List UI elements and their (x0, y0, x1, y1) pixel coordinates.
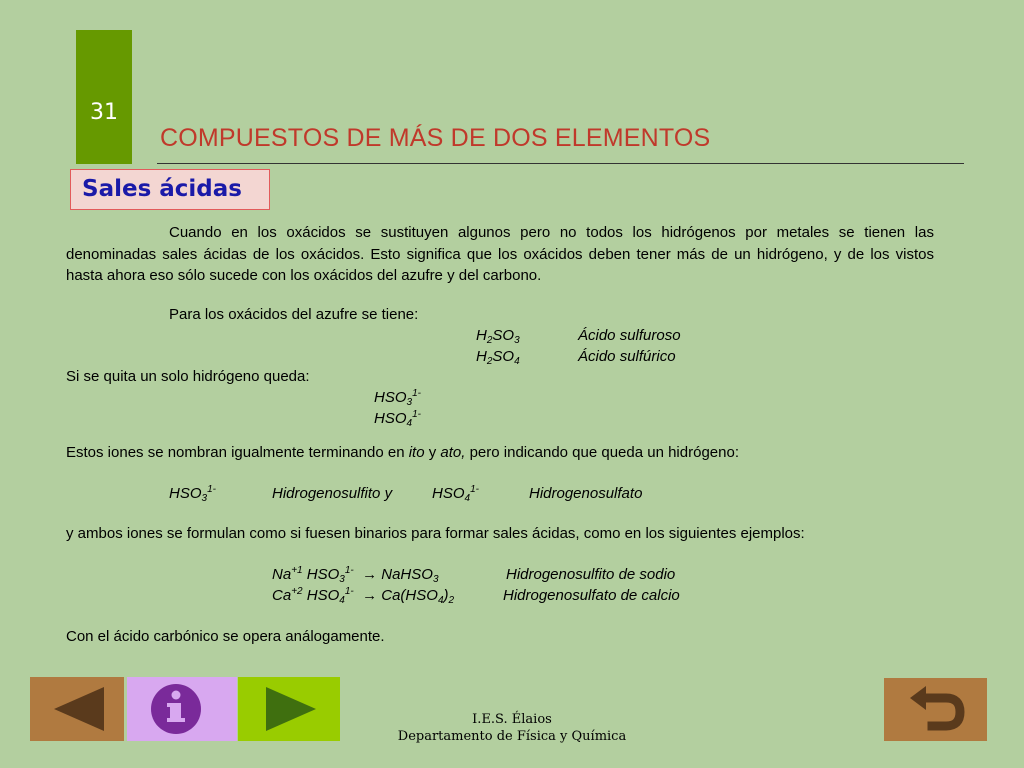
naming-text: Estos iones se nombran igualmente terminando en ito y ato, pero indicando que queda un hidrógeno: (66, 444, 739, 461)
remove-h-text: Si se quita un solo hidrógeno queda: (66, 368, 310, 385)
acid2-name: Ácido sulfúrico (578, 348, 676, 365)
example1-formula: $Na^{+1}$ $HSO_3^{1-}$ → NaHSO$_3$ (272, 565, 439, 585)
example2-formula: $Ca^{+2}$ $HSO_4^{1-} \to Ca(HSO_4)_2$ (272, 586, 455, 606)
binary-text: y ambos iones se formulan como si fuesen binarios para formar sales ácidas, como en los siguientes ejemplos: (66, 525, 805, 542)
azufre-intro: Para los oxácidos del azufre se tiene: (169, 306, 419, 323)
footer-department: Departamento de Física y Química (397, 729, 627, 744)
return-arrow-icon (884, 678, 987, 741)
ion1-formula: $HSO_3^{1-}$ (169, 484, 216, 504)
formula-h2so4: $H_2SO_4$ (476, 348, 520, 367)
next-arrow-icon (238, 677, 340, 741)
acid1-name: Ácido sulfuroso (578, 327, 681, 344)
ion2-name: Hidrogenosulfato (529, 485, 643, 502)
formula-h2so3: $H_2SO_3$ (476, 327, 520, 346)
page-title: COMPUESTOS DE MÁS DE DOS ELEMENTOS (160, 124, 711, 152)
ion-hso4: $HSO_4^{1-}$ (374, 409, 421, 429)
example1-name: Hidrogenosulfito de sodio (506, 566, 676, 583)
ion1-name: Hidrogenosulfito y (272, 485, 393, 502)
slide-number-bar (76, 30, 132, 164)
section-subtitle: Sales ácidas (70, 169, 270, 210)
previous-button[interactable] (30, 677, 124, 741)
example2-name: Hidrogenosulfato de calcio (503, 587, 680, 604)
footer-school: I.E.S. Élaios (472, 712, 552, 727)
slide-number: 31 (90, 100, 118, 125)
return-button[interactable] (884, 678, 987, 741)
intro-paragraph: Cuando en los oxácidos se sustituyen algunos pero no todos los hidrógenos por metales se tienen las denominadas sales ácidas de los oxácidos. Esto significa que los oxácidos deben tener más de un hidrógeno, y de los vistos hasta ahora eso sólo sucede con los oxácidos del azufre y del carbono. (66, 224, 934, 284)
info-icon (127, 677, 237, 741)
ion2-formula: $HSO_4^{1-}$ (432, 484, 479, 504)
title-divider (157, 163, 964, 164)
next-button[interactable] (238, 677, 340, 741)
ion-hso3: $HSO_3^{1-}$ (374, 388, 421, 408)
info-button[interactable] (127, 677, 237, 741)
previous-arrow-icon (30, 677, 124, 741)
carbonic-text: Con el ácido carbónico se opera análogamente. (66, 628, 385, 645)
